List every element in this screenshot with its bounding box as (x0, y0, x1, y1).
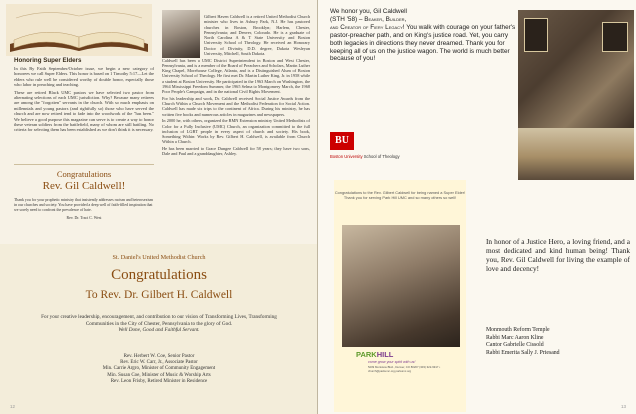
congrats-signature: Rev. Dr. Traci C. West (66, 216, 102, 221)
staff-line: Rev. Eric W. Carr, Jr., Associate Pastor (120, 360, 198, 366)
st-daniels-ad (0, 244, 318, 414)
honoring-heading: Honoring Super Elders (14, 57, 82, 64)
congrats-name: Rev. Gil Caldwell! (42, 180, 126, 192)
bio-paragraph: Gilbert Haven Caldwell is a retired United Methodist Church minister who lives in Asbury Park, N.J. He has pastored churches in Boston, Brooklyn; Harlem, Chester, Pennsylvania; and Denver, Colorado. He is a graduate of North Carolina A & T State University and Boston University School of Theology. He received an Honorary Doctor of Divinity, D.D. degree, Dakota Wesleyan University, Mitchell, South Dakota. (204, 14, 310, 56)
park-hill-address: 5209 Montview Blvd., Denver, CO 80207 (303) 322-9917 • church@parkumc.org parkumc.org (368, 365, 441, 373)
st-daniels-motto: Well Done, Good and Faithful Servant. (118, 327, 200, 334)
st-daniels-church-name: St. Daniel's United Methodist Church (112, 254, 206, 261)
caldwell-portrait-photo (518, 10, 634, 128)
st-daniels-body-text: For your creative leadership, encouragement, and contribution to our vision of Transforming Lives, Transforming Communities in the City of Chester, Pennsylvania to the glory of God. (41, 314, 277, 327)
staff-line: Min. Susan Coe, Minister of Music & Worship Arts (107, 372, 211, 378)
wall-frame (602, 22, 628, 52)
bu-quote-line: Beaker, Builder, (364, 15, 407, 23)
honoring-body (14, 66, 154, 135)
signer-line: Monmouth Reform Temple (486, 327, 550, 333)
monmouth-signers (486, 327, 630, 357)
bio-paragraph: He has been married to Grace Dungee Caldwell for 58 years; they have two sons, Dale and Paul and a granddaughter, Ashley. (162, 146, 310, 157)
st-daniels-body (30, 314, 288, 334)
park-hill-ad (334, 180, 466, 412)
park-hill-logo (356, 350, 393, 359)
st-daniels-congratulations: Congratulations (111, 267, 207, 283)
traci-west-congrats (14, 164, 154, 240)
staff-line: Rev. Herbert W. Coe, Senior Pastor (123, 354, 195, 359)
staff-line: Rev. Leon Frisby, Retired Minister in Residence (110, 378, 208, 384)
honoring-paragraph: These are retired Black UMC pastors we have selected two pastor from alternating selections of each UMC jurisdiction. Why? Because many retirees are among the "forgotten" servants in the church. With so much emphasis on millennials and young pastors (and rightfully so) those who have served the church and are now retired tend to fade into the woodwork of the "has been." We believe a good purpose this magazine can serve is to create a way to honor these veteran soldiers from the battlefield, many of whom are still battling. No criteria for selecting them has been established as we don't think it is necessary. (14, 89, 154, 133)
signer-line: Rabbi Emerita Sally J. Priesand (486, 349, 560, 356)
caldwell-park-hill-photo (342, 225, 460, 347)
st-daniels-recipient: To Rev. Dr. Gilbert H. Caldwell (85, 289, 233, 301)
park-hill-note: Congratulations to the Rev. Gilbert Caldwell for being named a Super Elder! Thank you for serving Park Hill UMC and so many others so well! (334, 190, 466, 201)
st-daniels-staff-list (30, 354, 288, 385)
bio-paragraph: In 2000 he, with others, organized the RMN Extension ministry United Methodists of Color for a Fully Inclusive (UMC) Church, an organization committed to the full inclusion of LGBT people in every aspect of church and society. His book, Something Within: Works by Rev. Gilbert H. Caldwell, is available from Church Within a Church. (162, 118, 310, 145)
right-page (318, 0, 636, 414)
bu-logo: BU (330, 132, 354, 150)
open-bible-illustration (6, 4, 152, 56)
signer-line: Rabbi Marc Aaron Kline (486, 334, 544, 341)
bu-quote-line: and Creator of Fiery Legacy! (330, 23, 405, 31)
bu-quote (330, 8, 516, 63)
wall-frame (524, 18, 548, 52)
bu-school-name (330, 154, 400, 159)
bu-quote-line: You walk with courage on your father's pastor-preacher path, and on King's justice road. Yet, you carry both legacies in directions they never dreamed. Thank you for keeping all of us on the justice wagon. The world is much better because of you! (330, 23, 516, 63)
bio-paragraph: Caldwell has been a UMC District Superintendent in Boston and West Chester, Pennsylvania, and is a member of the Board of Preachers and Scholars, Martin Luther King Chapel, Morehouse College, Atlanta, and is a Distinguished Alum of Boston University School of Theology. He first met Dr. Martin Luther King, Jr. in 1958 while a student at Boston University. He participated in the 1963 March on Washington, the 1964 Mississippi Freedom Summer, the 1965 Selma to Montgomery March, the 1968 Poor People's Campaign, and in the national Civil Rights Movement. (162, 57, 310, 94)
signer-line: Cantor Gabrielle Cissold (486, 342, 544, 349)
caldwell-bio (162, 14, 310, 158)
park-hill-logo-b: HILL (376, 350, 394, 359)
congrats-heading: Congratulations (56, 169, 112, 179)
bu-quote-line: We honor you, Gil Caldwell (330, 8, 407, 15)
page-number-right: 13 (620, 404, 626, 409)
park-hill-logo-a: PARK (356, 350, 377, 359)
page-number-left: 12 (10, 404, 16, 409)
honoring-paragraph: In this By Faith September/October issue, we begin a new category of honorees we call Super Elders. This honor is based on 1 Timothy 5:17—Let the elders who rule well be considered worthy of double honor, especially those who labor in preaching and teaching. (14, 66, 154, 88)
congrats-message: Thank you for your prophetic ministry that insistently addresses racism and heterosexism in our churches and society. You have provided a deep well of faith-filled inspiration that we sorely need to confront the prevalence of hate. (14, 198, 154, 212)
bu-quote-line: (STH '58) – (330, 15, 363, 23)
monmouth-honor-text: In honor of a Justice Hero, a loving friend, and a most dedicated and kind human being! Thank you, Rev. Gil Caldwell for living the example of love and decency! (486, 237, 630, 273)
staff-line: Min. Carrie Argro, Minister of Community Engagement (102, 366, 216, 372)
bu-university: Boston University (330, 154, 363, 159)
bu-school: School of Theology (363, 154, 400, 159)
park-hill-tagline: come grow your spirit with us! (368, 360, 416, 364)
caldwell-desk-photo (518, 128, 634, 180)
bio-paragraph: For his leadership and work, Dr. Caldwell received Social Justice Awards from the Church Within a Church Movement and the Methodist Federation for Social Action. Caldwell has made six trips to the continent of Africa. During his ministry, he has written five books and numerous articles in magazines and newspapers. (162, 95, 310, 117)
